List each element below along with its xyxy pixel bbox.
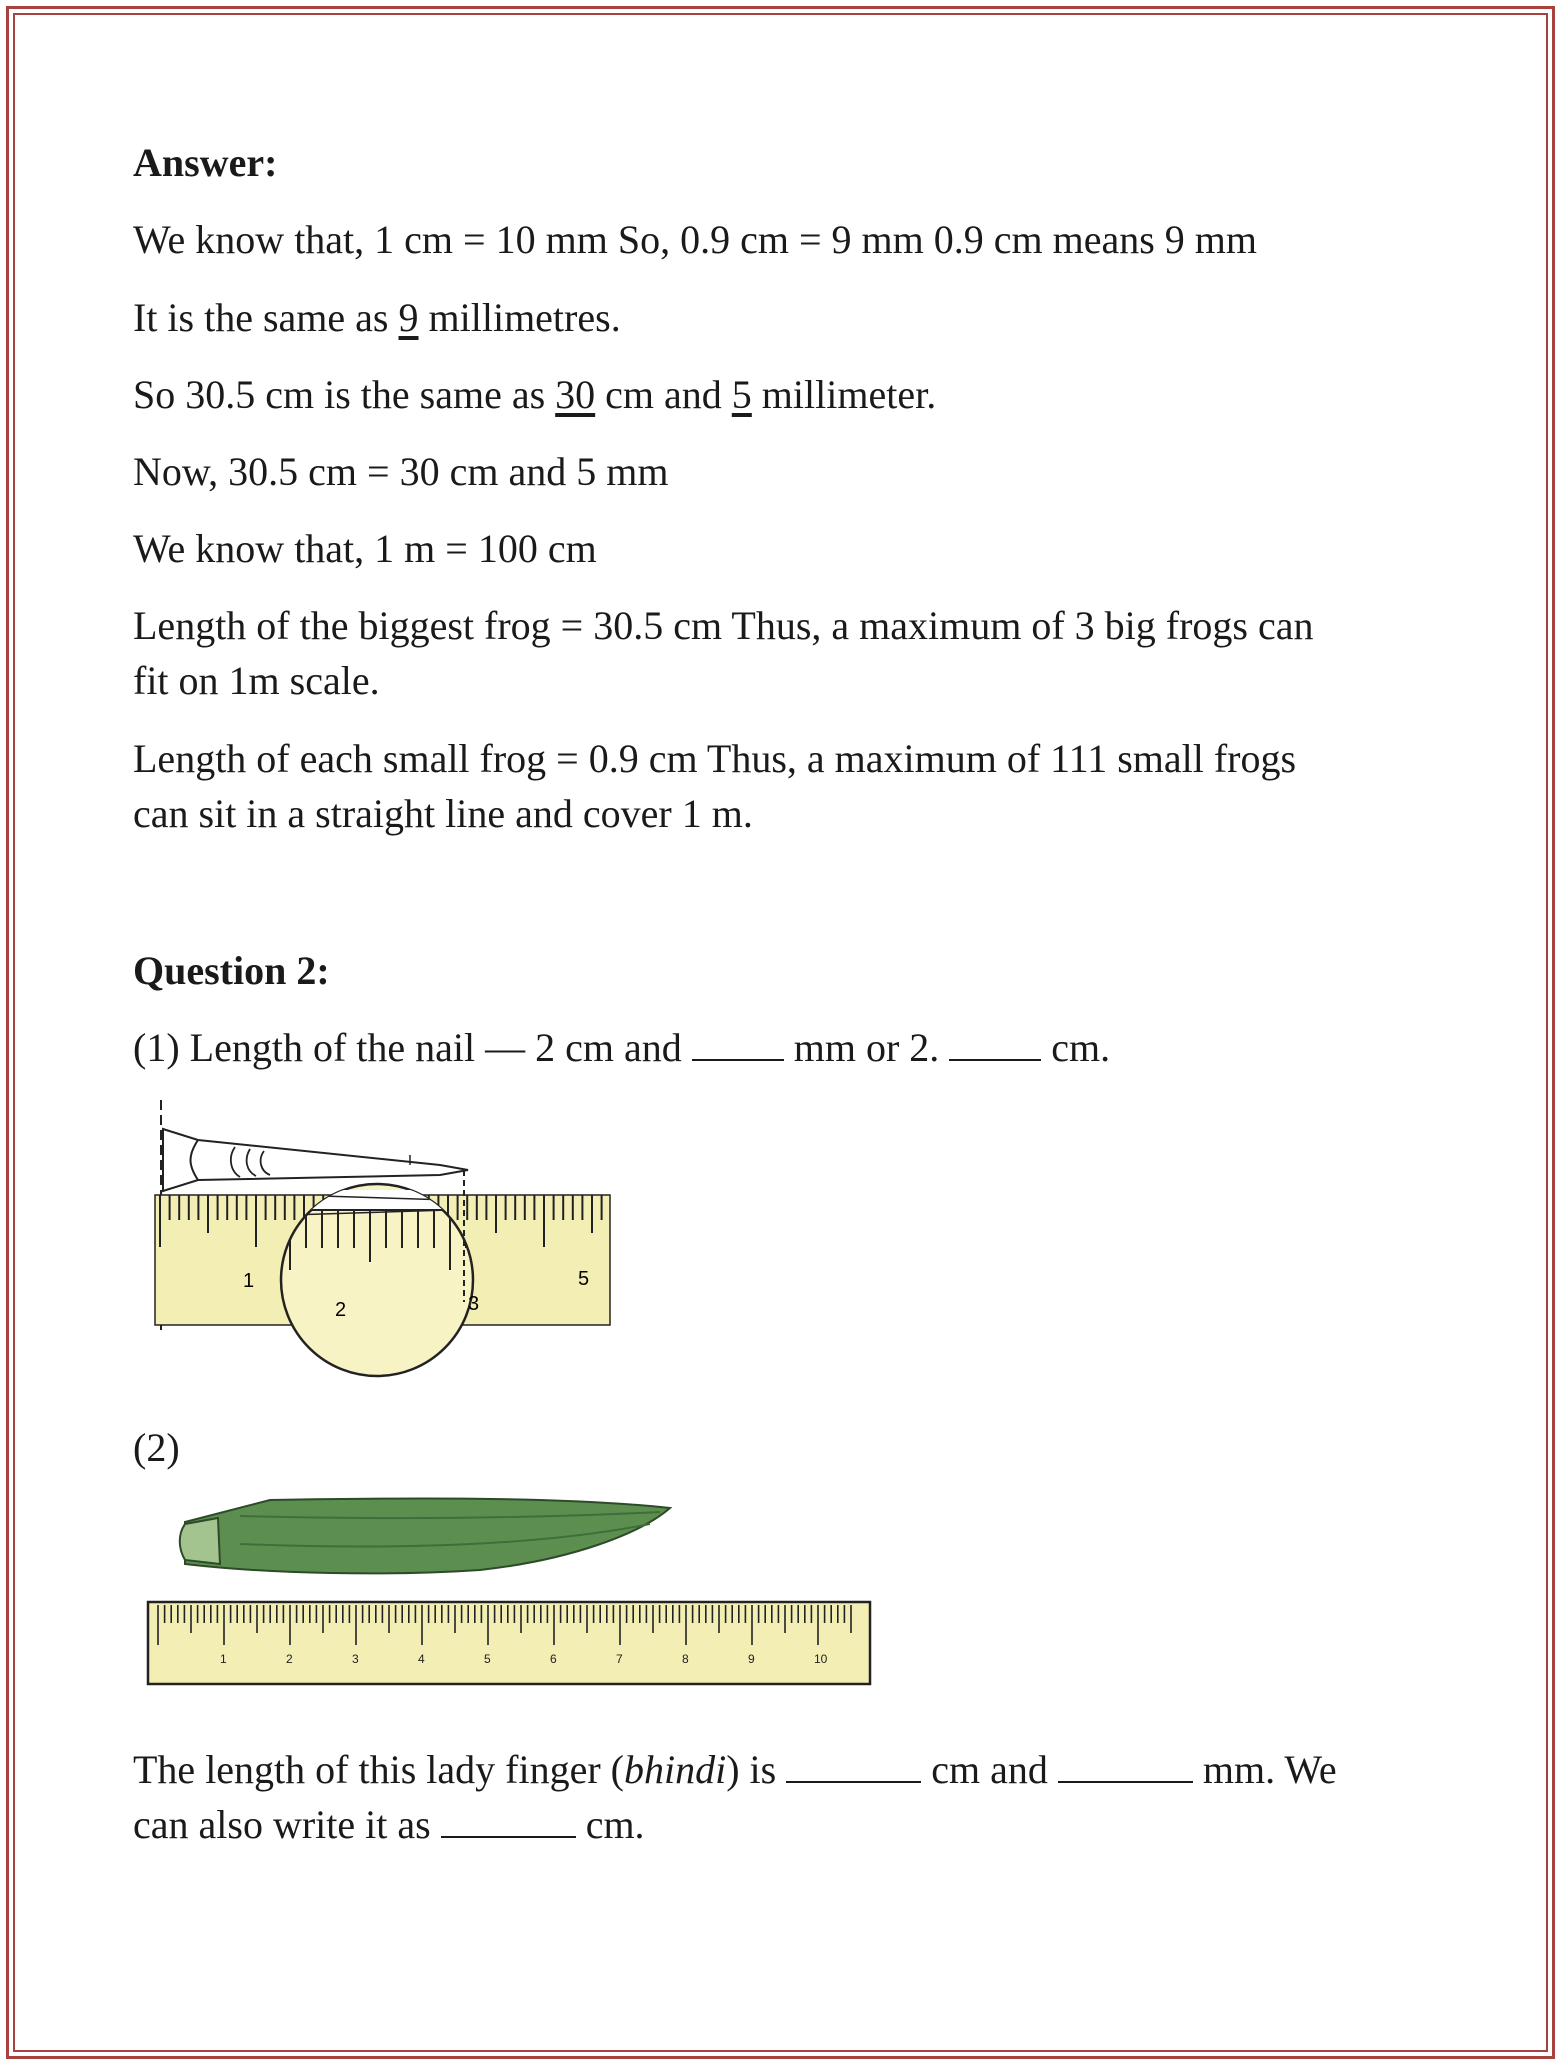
blank-okra-mm[interactable] bbox=[1058, 1745, 1193, 1783]
okra-icon bbox=[180, 1498, 670, 1573]
answer-line-6b: fit on 1m scale. bbox=[133, 658, 380, 703]
lens-label-2: 2 bbox=[335, 1299, 347, 1321]
okra-ruler-label: 3 bbox=[352, 1652, 359, 1666]
question-2-part-2-label: (2) bbox=[133, 1425, 180, 1470]
question-2-heading: Question 2: bbox=[133, 948, 330, 993]
ruler-label-1: 1 bbox=[243, 1270, 255, 1292]
lens-label-3: 3 bbox=[468, 1293, 480, 1315]
answer-line-1: We know that, 1 cm = 10 mm So, 0.9 cm = 9 mm 0.9 cm means 9 mm bbox=[133, 217, 1258, 262]
question-2-part-2-line-1: The length of this lady finger (bhindi) is cm and mm. We bbox=[133, 1747, 1337, 1792]
okra-ruler-label: 1 bbox=[220, 1652, 227, 1666]
nail-ruler-figure bbox=[140, 1095, 620, 1380]
okra-ruler-label: 8 bbox=[682, 1652, 689, 1666]
answer-line-7b: can sit in a straight line and cover 1 m. bbox=[133, 791, 753, 836]
okra-ruler-label: 7 bbox=[616, 1652, 623, 1666]
ruler-label-5: 5 bbox=[578, 1268, 590, 1290]
question-2-part-2-line-2: can also write it as cm. bbox=[133, 1802, 645, 1847]
answer-line-2: It is the same as 9 millimetres. bbox=[133, 295, 621, 340]
answer-heading: Answer: bbox=[133, 140, 278, 185]
okra-ruler-label: 4 bbox=[418, 1652, 425, 1666]
answer-line-3: So 30.5 cm is the same as 30 cm and 5 millimeter. bbox=[133, 372, 937, 417]
okra-ruler-label: 2 bbox=[286, 1652, 293, 1666]
answer-line-6a: Length of the biggest frog = 30.5 cm Thus, a maximum of 3 big frogs can bbox=[133, 603, 1314, 648]
answer-line-4: Now, 30.5 cm = 30 cm and 5 mm bbox=[133, 449, 669, 494]
okra-ruler-label: 5 bbox=[484, 1652, 491, 1666]
blank-okra-decimal[interactable] bbox=[441, 1800, 576, 1838]
magnifier-icon bbox=[270, 1155, 500, 1376]
blank-cm-decimal[interactable] bbox=[949, 1023, 1041, 1061]
okra-ruler-label: 9 bbox=[748, 1652, 755, 1666]
answer-line-5: We know that, 1 m = 100 cm bbox=[133, 526, 597, 571]
blank-mm[interactable] bbox=[692, 1023, 784, 1061]
okra-ruler-figure bbox=[140, 1490, 880, 1690]
nail-icon bbox=[163, 1129, 468, 1191]
okra-ruler-label: 10 bbox=[814, 1652, 828, 1666]
blank-okra-cm[interactable] bbox=[786, 1745, 921, 1783]
okra-ruler-label: 6 bbox=[550, 1652, 557, 1666]
question-2-part-1: (1) Length of the nail — 2 cm and mm or 2. cm. bbox=[133, 1025, 1111, 1070]
answer-line-7a: Length of each small frog = 0.9 cm Thus, a maximum of 111 small frogs bbox=[133, 736, 1297, 781]
